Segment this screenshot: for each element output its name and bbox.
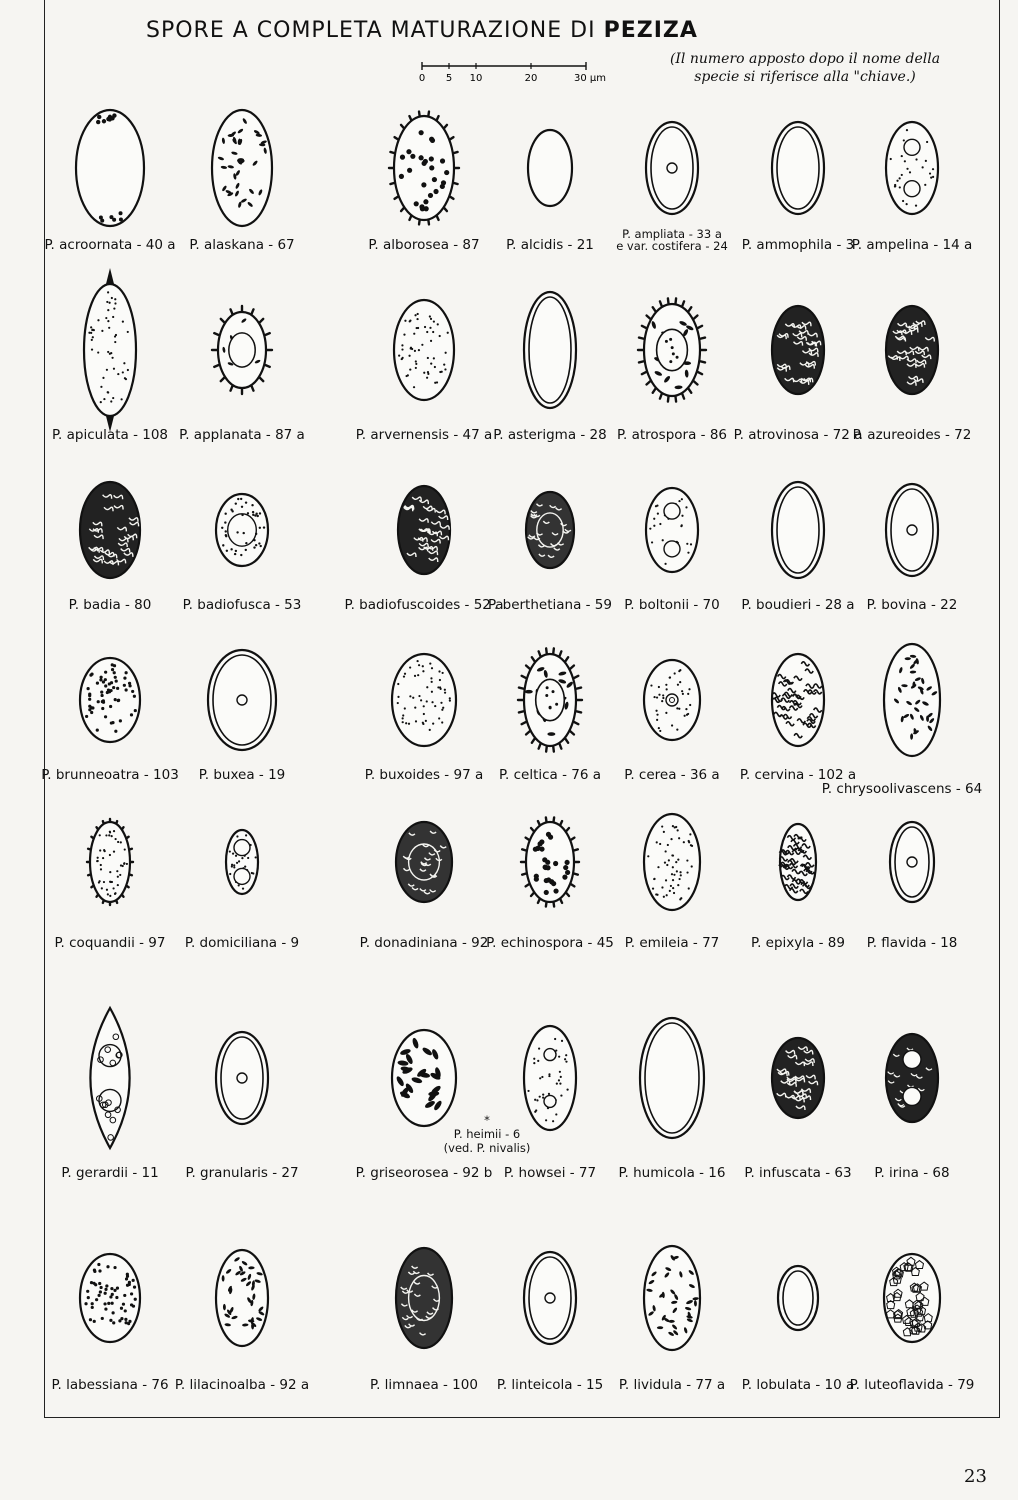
spore-28 <box>884 644 940 756</box>
spore-label: P. brunneoatra - 103 <box>41 767 179 783</box>
spore-6 <box>772 122 824 214</box>
spore-30 <box>226 830 258 894</box>
spore-35 <box>890 822 934 902</box>
spore-label-line-2: e var. costifera - 24 <box>616 239 728 253</box>
spore-7 <box>886 122 938 214</box>
spore-label: P. emileia - 77 <box>624 935 720 951</box>
spore-14 <box>886 306 938 394</box>
spore-13 <box>772 306 824 394</box>
title-genus: PEZIZA <box>603 18 698 43</box>
spore-label: P. bovina - 22 <box>866 597 958 613</box>
spore-32 <box>521 817 579 906</box>
spore-46 <box>524 1252 576 1344</box>
spore-12 <box>638 298 706 401</box>
spore-label-line-1: P. ampliata - 33 a <box>622 227 722 241</box>
spore-9 <box>212 306 272 394</box>
spore-label: P. alcidis - 21 <box>506 237 594 253</box>
spore-label: P. arvernensis - 47 a <box>355 427 493 443</box>
title-text: SPORE A COMPLETA MATURAZIONE DI <box>146 18 596 43</box>
spore-label: P. epixyla - 89 <box>751 935 845 951</box>
heimii-reference: (ved. P. nivalis) <box>443 1141 531 1155</box>
spore-45 <box>396 1248 452 1348</box>
heimii-label: P. heimii - 6 <box>453 1127 521 1141</box>
spore-label: P. echinospora - 45 <box>486 935 614 951</box>
spore-label: P. atrovinosa - 72 a <box>733 427 863 443</box>
spore-label: P. asterigma - 28 <box>493 427 607 443</box>
spore-31 <box>396 822 452 902</box>
spore-label: P. buxea - 19 <box>198 767 286 783</box>
spore-label: P. celtica - 76 a <box>498 767 602 783</box>
spore-label: P. labessiana - 76 <box>51 1377 169 1393</box>
spore-label: P. alaskana - 67 <box>189 237 295 253</box>
spore-37 <box>216 1032 268 1124</box>
spore-25 <box>518 648 582 751</box>
heimii-star: * <box>484 1113 490 1127</box>
spore-29 <box>87 819 133 905</box>
spore-26 <box>644 660 700 740</box>
spore-39 <box>524 1026 576 1130</box>
spore-label: P. berthetiana - 59 <box>488 597 612 613</box>
spore-label: P. donadiniana - 92 <box>359 935 489 951</box>
spore-47 <box>644 1246 700 1350</box>
spore-27 <box>772 654 824 746</box>
spore-43 <box>80 1254 140 1342</box>
spore-label: P. buxoides - 97 a <box>364 767 484 783</box>
spore-44 <box>216 1250 268 1346</box>
spore-16 <box>216 494 268 566</box>
spore-label: P. alborosea - 87 <box>368 237 480 253</box>
spore-label: P. howsei - 77 <box>503 1165 597 1181</box>
spore-8 <box>84 268 136 432</box>
spore-label <box>616 228 728 252</box>
spore-label: P. ammophila - 3 <box>741 237 855 253</box>
spore-label: P. badia - 80 <box>68 597 152 613</box>
spore-19 <box>646 488 698 572</box>
spore-33 <box>644 814 700 910</box>
spore-23 <box>208 650 276 750</box>
scale-tick-30: 30 µm <box>573 73 607 84</box>
spore-label: P. azureoides - 72 <box>852 427 972 443</box>
spore-18 <box>526 492 574 568</box>
scale-tick-5: 5 <box>445 73 453 84</box>
spore-label: P. apiculata - 108 <box>51 427 169 443</box>
spore-2 <box>212 110 272 226</box>
spore-label: P. gerardii - 11 <box>61 1165 159 1181</box>
spore-label: P. linteicola - 15 <box>496 1377 604 1393</box>
spore-3 <box>389 112 459 225</box>
spore-label: P. irina - 68 <box>874 1165 950 1181</box>
scale-tick-10: 10 <box>469 73 483 84</box>
spore-20 <box>772 482 824 578</box>
spore-49 <box>884 1254 940 1342</box>
spore-label: P. lilacinoalba - 92 a <box>174 1377 310 1393</box>
spore-4 <box>528 130 572 206</box>
spore-label: P. cerea - 36 a <box>624 767 720 783</box>
scale-tick-0: 0 <box>418 73 426 84</box>
spore-36 <box>90 1008 129 1148</box>
spore-label: P. boltonii - 70 <box>624 597 720 613</box>
spore-label: P. chrysoolivascens - 64 <box>821 781 983 797</box>
spore-15 <box>80 482 140 578</box>
spore-label: P. infuscata - 63 <box>744 1165 852 1181</box>
spore-34 <box>779 824 816 900</box>
spore-10 <box>394 300 454 400</box>
spore-21 <box>886 484 938 576</box>
spore-48 <box>778 1266 818 1330</box>
spore-label: P. coquandii - 97 <box>54 935 166 951</box>
spore-1 <box>76 110 144 226</box>
spore-40 <box>640 1018 704 1138</box>
page-number: 23 <box>964 1466 987 1487</box>
spore-label: P. lividula - 77 a <box>618 1377 726 1393</box>
spore-41 <box>772 1038 824 1118</box>
spore-label: P. limnaea - 100 <box>370 1377 478 1393</box>
key-note-line-1: (Il numero apposto dopo il nome della <box>669 51 941 67</box>
spore-label: P. granularis - 27 <box>185 1165 299 1181</box>
spore-11 <box>524 292 576 408</box>
scale-tick-20: 20 <box>524 73 538 84</box>
spore-label: P. flavida - 18 <box>866 935 958 951</box>
spore-label: P. domiciliana - 9 <box>184 935 300 951</box>
spore-38 <box>392 1030 456 1126</box>
spore-label: P. applanata - 87 a <box>179 427 305 443</box>
spore-label: P. griseorosea - 92 b <box>355 1165 493 1181</box>
spore-22 <box>80 658 140 742</box>
spore-label: P. badiofusca - 53 <box>182 597 302 613</box>
spore-label: P. boudieri - 28 a <box>741 597 855 613</box>
key-note-line-2: specie si riferisce alla "chiave.) <box>694 69 916 85</box>
spore-42 <box>886 1034 938 1122</box>
spore-label: P. humicola - 16 <box>618 1165 726 1181</box>
spore-label: P. luteoflavida - 79 <box>849 1377 975 1393</box>
spore-label: P. cervina - 102 a <box>739 767 857 783</box>
spore-24 <box>392 654 456 746</box>
spore-label: P. atrospora - 86 <box>616 427 728 443</box>
spore-label: P. lobulata - 10 a <box>741 1377 855 1393</box>
spore-label: P. acroornata - 40 a <box>44 237 176 253</box>
spore-17 <box>398 486 450 574</box>
spore-label: P. ampelina - 14 a <box>851 237 973 253</box>
spore-label: P. badiofuscoides - 52 a <box>344 597 504 613</box>
spore-5 <box>646 122 698 214</box>
